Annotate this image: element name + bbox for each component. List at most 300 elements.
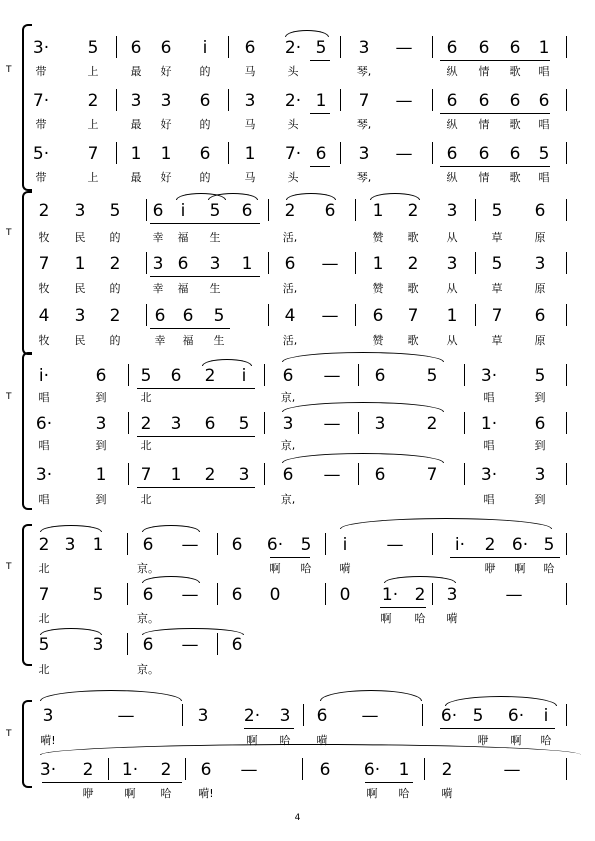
underline — [380, 607, 426, 608]
note: 7 — [426, 465, 438, 485]
lyric: 唱 — [483, 439, 495, 452]
slur — [40, 744, 581, 755]
note: 6 — [182, 306, 194, 326]
note: 2 — [109, 254, 121, 274]
barline — [566, 533, 567, 555]
lyric: 到 — [534, 493, 546, 506]
lyric: 马 — [244, 118, 256, 131]
note: 1· — [121, 760, 139, 780]
note: — — [240, 760, 258, 780]
slur — [370, 193, 420, 200]
barline — [475, 252, 476, 274]
note: 3 — [238, 465, 250, 485]
note: 2 — [204, 366, 216, 386]
note: 6 — [446, 38, 458, 58]
note: — — [361, 706, 379, 726]
track-label: T — [6, 392, 12, 402]
lyric: 北 — [140, 493, 152, 506]
note: 6 — [284, 254, 296, 274]
note: 6 — [316, 706, 328, 726]
slur — [340, 518, 552, 529]
lyric: 原 — [534, 282, 546, 295]
note: — — [395, 144, 413, 164]
note: 6 — [534, 306, 546, 326]
slur — [40, 628, 102, 635]
lyric: 咿 — [477, 734, 489, 747]
note: 2· — [284, 38, 302, 58]
barline — [217, 583, 218, 605]
lyric: 带 — [35, 65, 47, 78]
note: 5 — [534, 366, 546, 386]
note: 3· — [480, 465, 498, 485]
barline — [127, 583, 128, 605]
note: 2 — [140, 414, 152, 434]
lyric: 哈 — [300, 562, 312, 575]
lyric: 嗬 — [316, 734, 328, 747]
barline — [566, 583, 567, 605]
lyric: 哈 — [540, 734, 552, 747]
barline — [432, 142, 433, 164]
lyric: 到 — [95, 493, 107, 506]
lyric: 北 — [140, 439, 152, 452]
lyric: 啊 — [380, 612, 392, 625]
note: 2 — [109, 306, 121, 326]
barline — [128, 463, 129, 485]
lyric: 啊 — [269, 562, 281, 575]
note: 2 — [82, 760, 94, 780]
underline — [450, 557, 560, 558]
note: 1· — [381, 585, 399, 605]
note: 2 — [414, 585, 426, 605]
note: 2 — [407, 254, 419, 274]
note: 6 — [509, 144, 521, 164]
lyric: 牧 — [38, 231, 50, 244]
barline — [475, 199, 476, 221]
barline — [424, 758, 425, 780]
note: 3 — [160, 91, 172, 111]
barline — [340, 89, 341, 111]
barline — [464, 412, 465, 434]
note: 0 — [339, 585, 351, 605]
note: 6 — [231, 535, 243, 555]
barline — [358, 412, 359, 434]
barline — [340, 142, 341, 164]
lyric: 民 — [74, 231, 86, 244]
note: 5 — [140, 366, 152, 386]
note: 5 — [300, 535, 312, 555]
note: i — [342, 535, 348, 555]
lyric: 歌 — [407, 282, 419, 295]
underline — [310, 113, 330, 114]
note: 6 — [538, 91, 550, 111]
note: 3 — [130, 91, 142, 111]
note: 3 — [282, 414, 294, 434]
lyric: 唱 — [538, 65, 550, 78]
note: 6· — [440, 706, 458, 726]
slur — [282, 352, 444, 362]
barline — [566, 36, 567, 58]
lyric: 京, — [280, 439, 296, 452]
note: 3 — [42, 706, 54, 726]
note: 6 — [478, 144, 490, 164]
lyric: 原 — [534, 231, 546, 244]
lyric: 马 — [244, 65, 256, 78]
underline — [150, 223, 260, 224]
note: 3 — [95, 414, 107, 434]
note: — — [181, 535, 199, 555]
lyric: 活, — [282, 334, 298, 347]
bracket-bottom — [22, 658, 32, 666]
note: 6 — [160, 38, 172, 58]
lyric: 琴, — [356, 65, 372, 78]
note: 6 — [319, 760, 331, 780]
barline — [303, 704, 304, 726]
lyric: 唱 — [38, 493, 50, 506]
lyric: 头 — [287, 171, 299, 184]
slur — [40, 525, 102, 532]
note: 1 — [446, 306, 458, 326]
lyric: 京, — [280, 391, 296, 404]
note: 2 — [484, 535, 496, 555]
barline — [128, 364, 129, 386]
lyric: 福 — [182, 334, 194, 347]
barline — [566, 142, 567, 164]
track-label: T — [6, 228, 12, 238]
lyric: 纵 — [446, 171, 458, 184]
barline — [464, 364, 465, 386]
slur — [282, 453, 444, 463]
note: 6 — [231, 635, 243, 655]
note: 3 — [446, 254, 458, 274]
lyric: 哈 — [279, 734, 291, 747]
lyric: 头 — [287, 65, 299, 78]
note: 3 — [374, 414, 386, 434]
lyric: 最 — [130, 118, 142, 131]
track-label: T — [6, 729, 12, 739]
note: 1 — [372, 201, 384, 221]
note: 6· — [511, 535, 529, 555]
lyric: 最 — [130, 65, 142, 78]
note: 6 — [509, 38, 521, 58]
note: i — [543, 706, 549, 726]
barline — [264, 463, 265, 485]
note: 6 — [152, 201, 164, 221]
note: 6 — [446, 144, 458, 164]
slur — [142, 525, 200, 532]
lyric: 到 — [534, 439, 546, 452]
lyric: 唱 — [538, 118, 550, 131]
lyric: 咿 — [484, 562, 496, 575]
lyric: 到 — [534, 391, 546, 404]
barline — [127, 633, 128, 655]
lyric: 啊 — [514, 562, 526, 575]
barline — [355, 304, 356, 326]
note: 7 — [358, 91, 370, 111]
barline — [116, 142, 117, 164]
note: 6 — [282, 366, 294, 386]
note: 6 — [142, 635, 154, 655]
barline — [228, 142, 229, 164]
lyric: 哈 — [160, 787, 172, 800]
underline — [137, 487, 255, 488]
barline — [146, 252, 147, 274]
lyric: 北 — [38, 562, 50, 575]
barline — [325, 533, 326, 555]
lyric: 到 — [95, 391, 107, 404]
note: 1 — [538, 38, 550, 58]
note: 6 — [509, 91, 521, 111]
slur — [384, 576, 456, 583]
lyric: 上 — [87, 171, 99, 184]
note: 5 — [426, 366, 438, 386]
note: 3 — [358, 144, 370, 164]
lyric: 牧 — [38, 334, 50, 347]
lyric: 的 — [109, 334, 121, 347]
barline — [268, 304, 269, 326]
barline — [108, 758, 109, 780]
note: 3 — [170, 414, 182, 434]
lyric: 琴, — [356, 118, 372, 131]
note: 3 — [279, 706, 291, 726]
barline — [116, 89, 117, 111]
note: 3 — [244, 91, 256, 111]
note: 2 — [87, 91, 99, 111]
lyric: 活, — [282, 282, 298, 295]
barline — [217, 533, 218, 555]
lyric: 从 — [446, 231, 458, 244]
note: 7 — [140, 465, 152, 485]
lyric: 哈 — [398, 787, 410, 800]
note: 6 — [446, 91, 458, 111]
barline — [146, 304, 147, 326]
note: 3 — [446, 585, 458, 605]
note: 5 — [209, 201, 221, 221]
note: 6 — [534, 414, 546, 434]
note: 3 — [446, 201, 458, 221]
bracket-top — [22, 191, 32, 199]
slur — [142, 576, 200, 583]
lyric: 情 — [478, 118, 490, 131]
bracket-bottom — [22, 780, 32, 788]
barline — [268, 252, 269, 274]
lyric: 生 — [209, 231, 221, 244]
lyric: 唱 — [38, 439, 50, 452]
note: — — [181, 635, 199, 655]
note: — — [323, 414, 341, 434]
system-bracket — [22, 30, 24, 185]
lyric: 草 — [491, 282, 503, 295]
slur — [40, 690, 182, 701]
barline — [566, 199, 567, 221]
barline — [358, 463, 359, 485]
slur — [286, 193, 336, 200]
slur — [208, 193, 258, 200]
lyric: 京。 — [137, 663, 159, 676]
lyric: 幸 — [152, 231, 164, 244]
note: i — [241, 366, 247, 386]
note: 6 — [231, 585, 243, 605]
lyric: 带 — [35, 118, 47, 131]
barline — [566, 463, 567, 485]
note: 1 — [74, 254, 86, 274]
note: 2 — [160, 760, 172, 780]
lyric: 民 — [74, 334, 86, 347]
underline — [440, 166, 550, 167]
barline — [127, 533, 128, 555]
underline — [310, 60, 330, 61]
note: 7 — [491, 306, 503, 326]
barline — [566, 89, 567, 111]
note: 1 — [372, 254, 384, 274]
note: 7· — [32, 91, 50, 111]
lyric: 生 — [213, 334, 225, 347]
note: 3 — [64, 535, 76, 555]
note: 5 — [109, 201, 121, 221]
barline — [325, 583, 326, 605]
lyric: 北 — [38, 612, 50, 625]
bracket-top — [22, 524, 32, 532]
slur — [320, 690, 422, 701]
note: — — [395, 38, 413, 58]
lyric: 的 — [199, 65, 211, 78]
lyric: 从 — [446, 334, 458, 347]
note: 0 — [269, 585, 281, 605]
note: 5 — [538, 144, 550, 164]
note: 1 — [398, 760, 410, 780]
note: 5 — [315, 38, 327, 58]
lyric: 啊 — [510, 734, 522, 747]
lyric: 好 — [160, 65, 172, 78]
note: 3 — [152, 254, 164, 274]
bracket-top — [22, 24, 32, 32]
track-label: T — [6, 562, 12, 572]
lyric: 上 — [87, 118, 99, 131]
lyric: 京, — [280, 493, 296, 506]
barline — [264, 364, 265, 386]
lyric: 上 — [87, 65, 99, 78]
note: 7 — [38, 585, 50, 605]
note: 3 — [209, 254, 221, 274]
note: 6· — [363, 760, 381, 780]
lyric: 唱 — [538, 171, 550, 184]
underline — [137, 388, 255, 389]
note: i — [202, 38, 208, 58]
lyric: 唱 — [38, 391, 50, 404]
note: — — [395, 91, 413, 111]
barline — [228, 89, 229, 111]
barline — [116, 36, 117, 58]
barline — [228, 36, 229, 58]
lyric: 啊 — [246, 734, 258, 747]
slur — [142, 628, 244, 635]
barline — [566, 364, 567, 386]
barline — [358, 364, 359, 386]
barline — [566, 758, 567, 780]
underline — [365, 782, 413, 783]
note: 1· — [480, 414, 498, 434]
lyric: 好 — [160, 118, 172, 131]
lyric: 歌 — [509, 171, 521, 184]
slur — [445, 696, 557, 706]
barline — [432, 533, 433, 555]
note: 6 — [534, 201, 546, 221]
lyric: 赞 — [372, 231, 384, 244]
barline — [566, 304, 567, 326]
note: — — [503, 760, 521, 780]
note: 6 — [374, 465, 386, 485]
note: 6 — [95, 366, 107, 386]
note: 5 — [472, 706, 484, 726]
slur — [202, 359, 252, 366]
note: 5· — [32, 144, 50, 164]
note: i — [180, 201, 186, 221]
note: 3 — [358, 38, 370, 58]
lyric: 纵 — [446, 118, 458, 131]
note: — — [181, 585, 199, 605]
note: 2 — [38, 201, 50, 221]
note: 5 — [87, 38, 99, 58]
underline — [150, 328, 230, 329]
note: 3· — [480, 366, 498, 386]
lyric: 福 — [177, 231, 189, 244]
note: 3 — [74, 201, 86, 221]
note: 6 — [324, 201, 336, 221]
lyric: 嗬! — [40, 734, 56, 747]
note: — — [321, 254, 339, 274]
barline — [268, 199, 269, 221]
lyric: 原 — [534, 334, 546, 347]
underline — [310, 166, 330, 167]
note: 2 — [38, 535, 50, 555]
note: 6 — [244, 38, 256, 58]
bracket-bottom — [22, 502, 32, 510]
note: 6 — [199, 144, 211, 164]
note: 6· — [507, 706, 525, 726]
note: 2· — [284, 91, 302, 111]
lyric: 好 — [160, 171, 172, 184]
barline — [355, 199, 356, 221]
note: 6 — [315, 144, 327, 164]
lyric: 唱 — [483, 493, 495, 506]
note: 6 — [130, 38, 142, 58]
note: — — [386, 535, 404, 555]
note: 3· — [39, 760, 57, 780]
underline — [440, 113, 550, 114]
underline — [244, 728, 294, 729]
note: i· — [38, 366, 50, 386]
bracket-bottom — [22, 183, 32, 191]
note: 7 — [38, 254, 50, 274]
note: 5 — [238, 414, 250, 434]
lyric: 哈 — [414, 612, 426, 625]
note: 1 — [92, 535, 104, 555]
note: 3· — [32, 38, 50, 58]
barline — [185, 758, 186, 780]
lyric: 啊 — [366, 787, 378, 800]
note: 6 — [199, 91, 211, 111]
note: 3 — [74, 306, 86, 326]
barline — [182, 704, 183, 726]
lyric: 活, — [282, 231, 298, 244]
barline — [566, 412, 567, 434]
lyric: 幸 — [152, 282, 164, 295]
lyric: 歌 — [509, 118, 521, 131]
underline — [150, 276, 260, 277]
note: 6 — [374, 366, 386, 386]
lyric: 嗬 — [441, 787, 453, 800]
note: 1 — [170, 465, 182, 485]
lyric: 唱 — [483, 391, 495, 404]
